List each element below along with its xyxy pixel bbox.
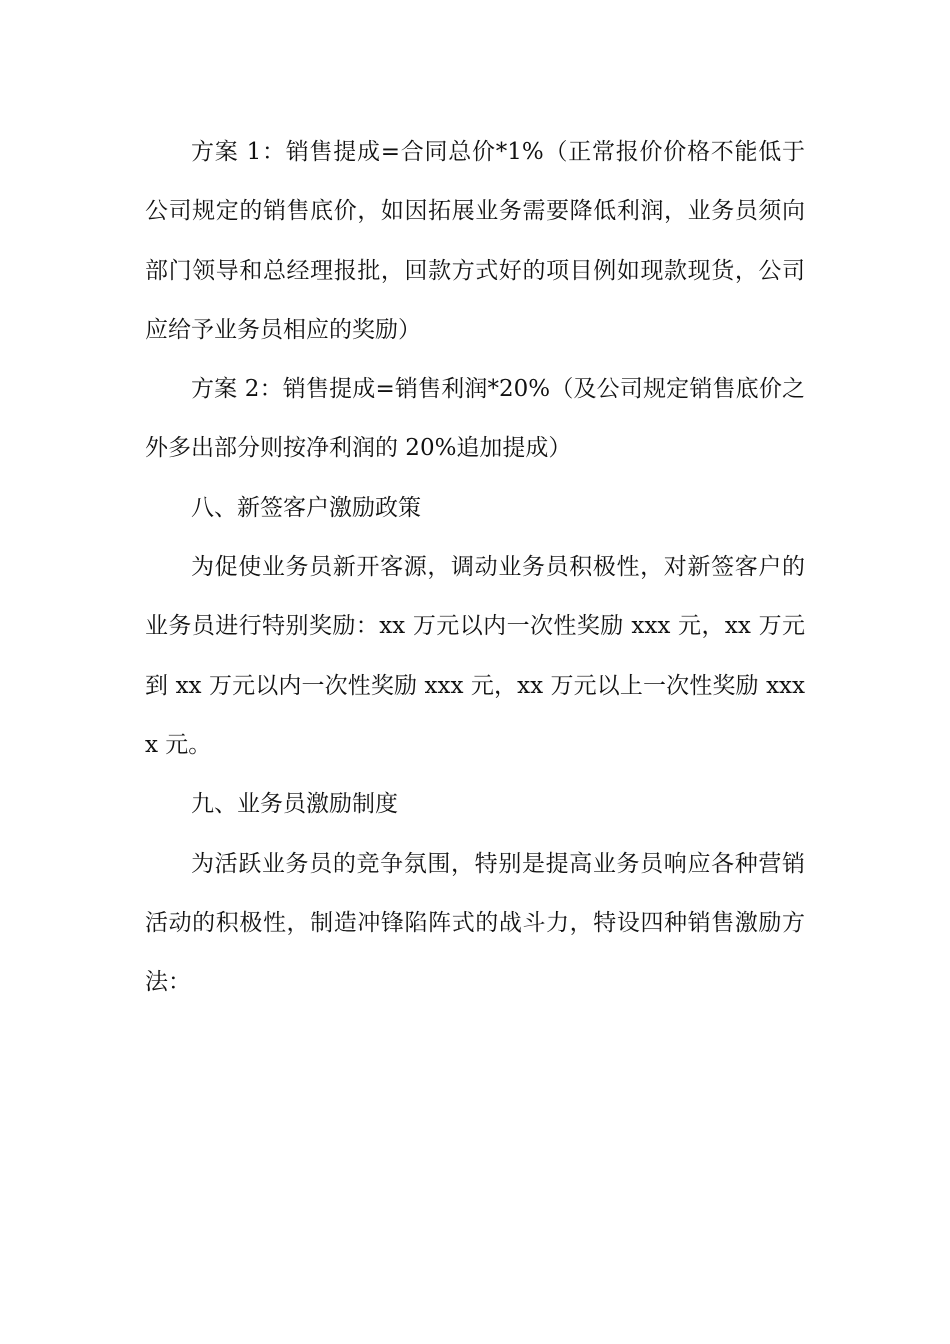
paragraph-plan-1: 方案 1：销售提成=合同总价*1%（正常报价价格不能低于公司规定的销售底价，如因拓展业务需要降低利润，业务员须向部门领导和总经理报批，回款方式好的项目例如现款现货，公司应给予业务员相应的奖励） (145, 139, 805, 343)
section-heading-9: 九、业务员激励制度 (191, 791, 398, 818)
paragraph-plan-2: 方案 2：销售提成=销售利润*20%（及公司规定销售底价之外多出部分则按净利润的 20%追加提成） (145, 376, 805, 462)
document-body (145, 123, 805, 1012)
paragraph-sales-incentive: 为活跃业务员的竞争氛围，特别是提高业务员响应各种营销活动的积极性，制造冲锋陷阵式的战斗力，特设四种销售激励方法： (145, 850, 805, 996)
paragraph-new-client-incentive: 为促使业务员新开客源，调动业务员积极性，对新签客户的业务员进行特别奖励：xx 万元以内一次性奖励 xxx 元，xx 万元到 xx 万元以内一次性奖励 xxx 元，xx 万元以上一次性奖励 xxxx 元。 (145, 554, 805, 758)
section-heading-8: 八、新签客户激励政策 (191, 494, 421, 521)
